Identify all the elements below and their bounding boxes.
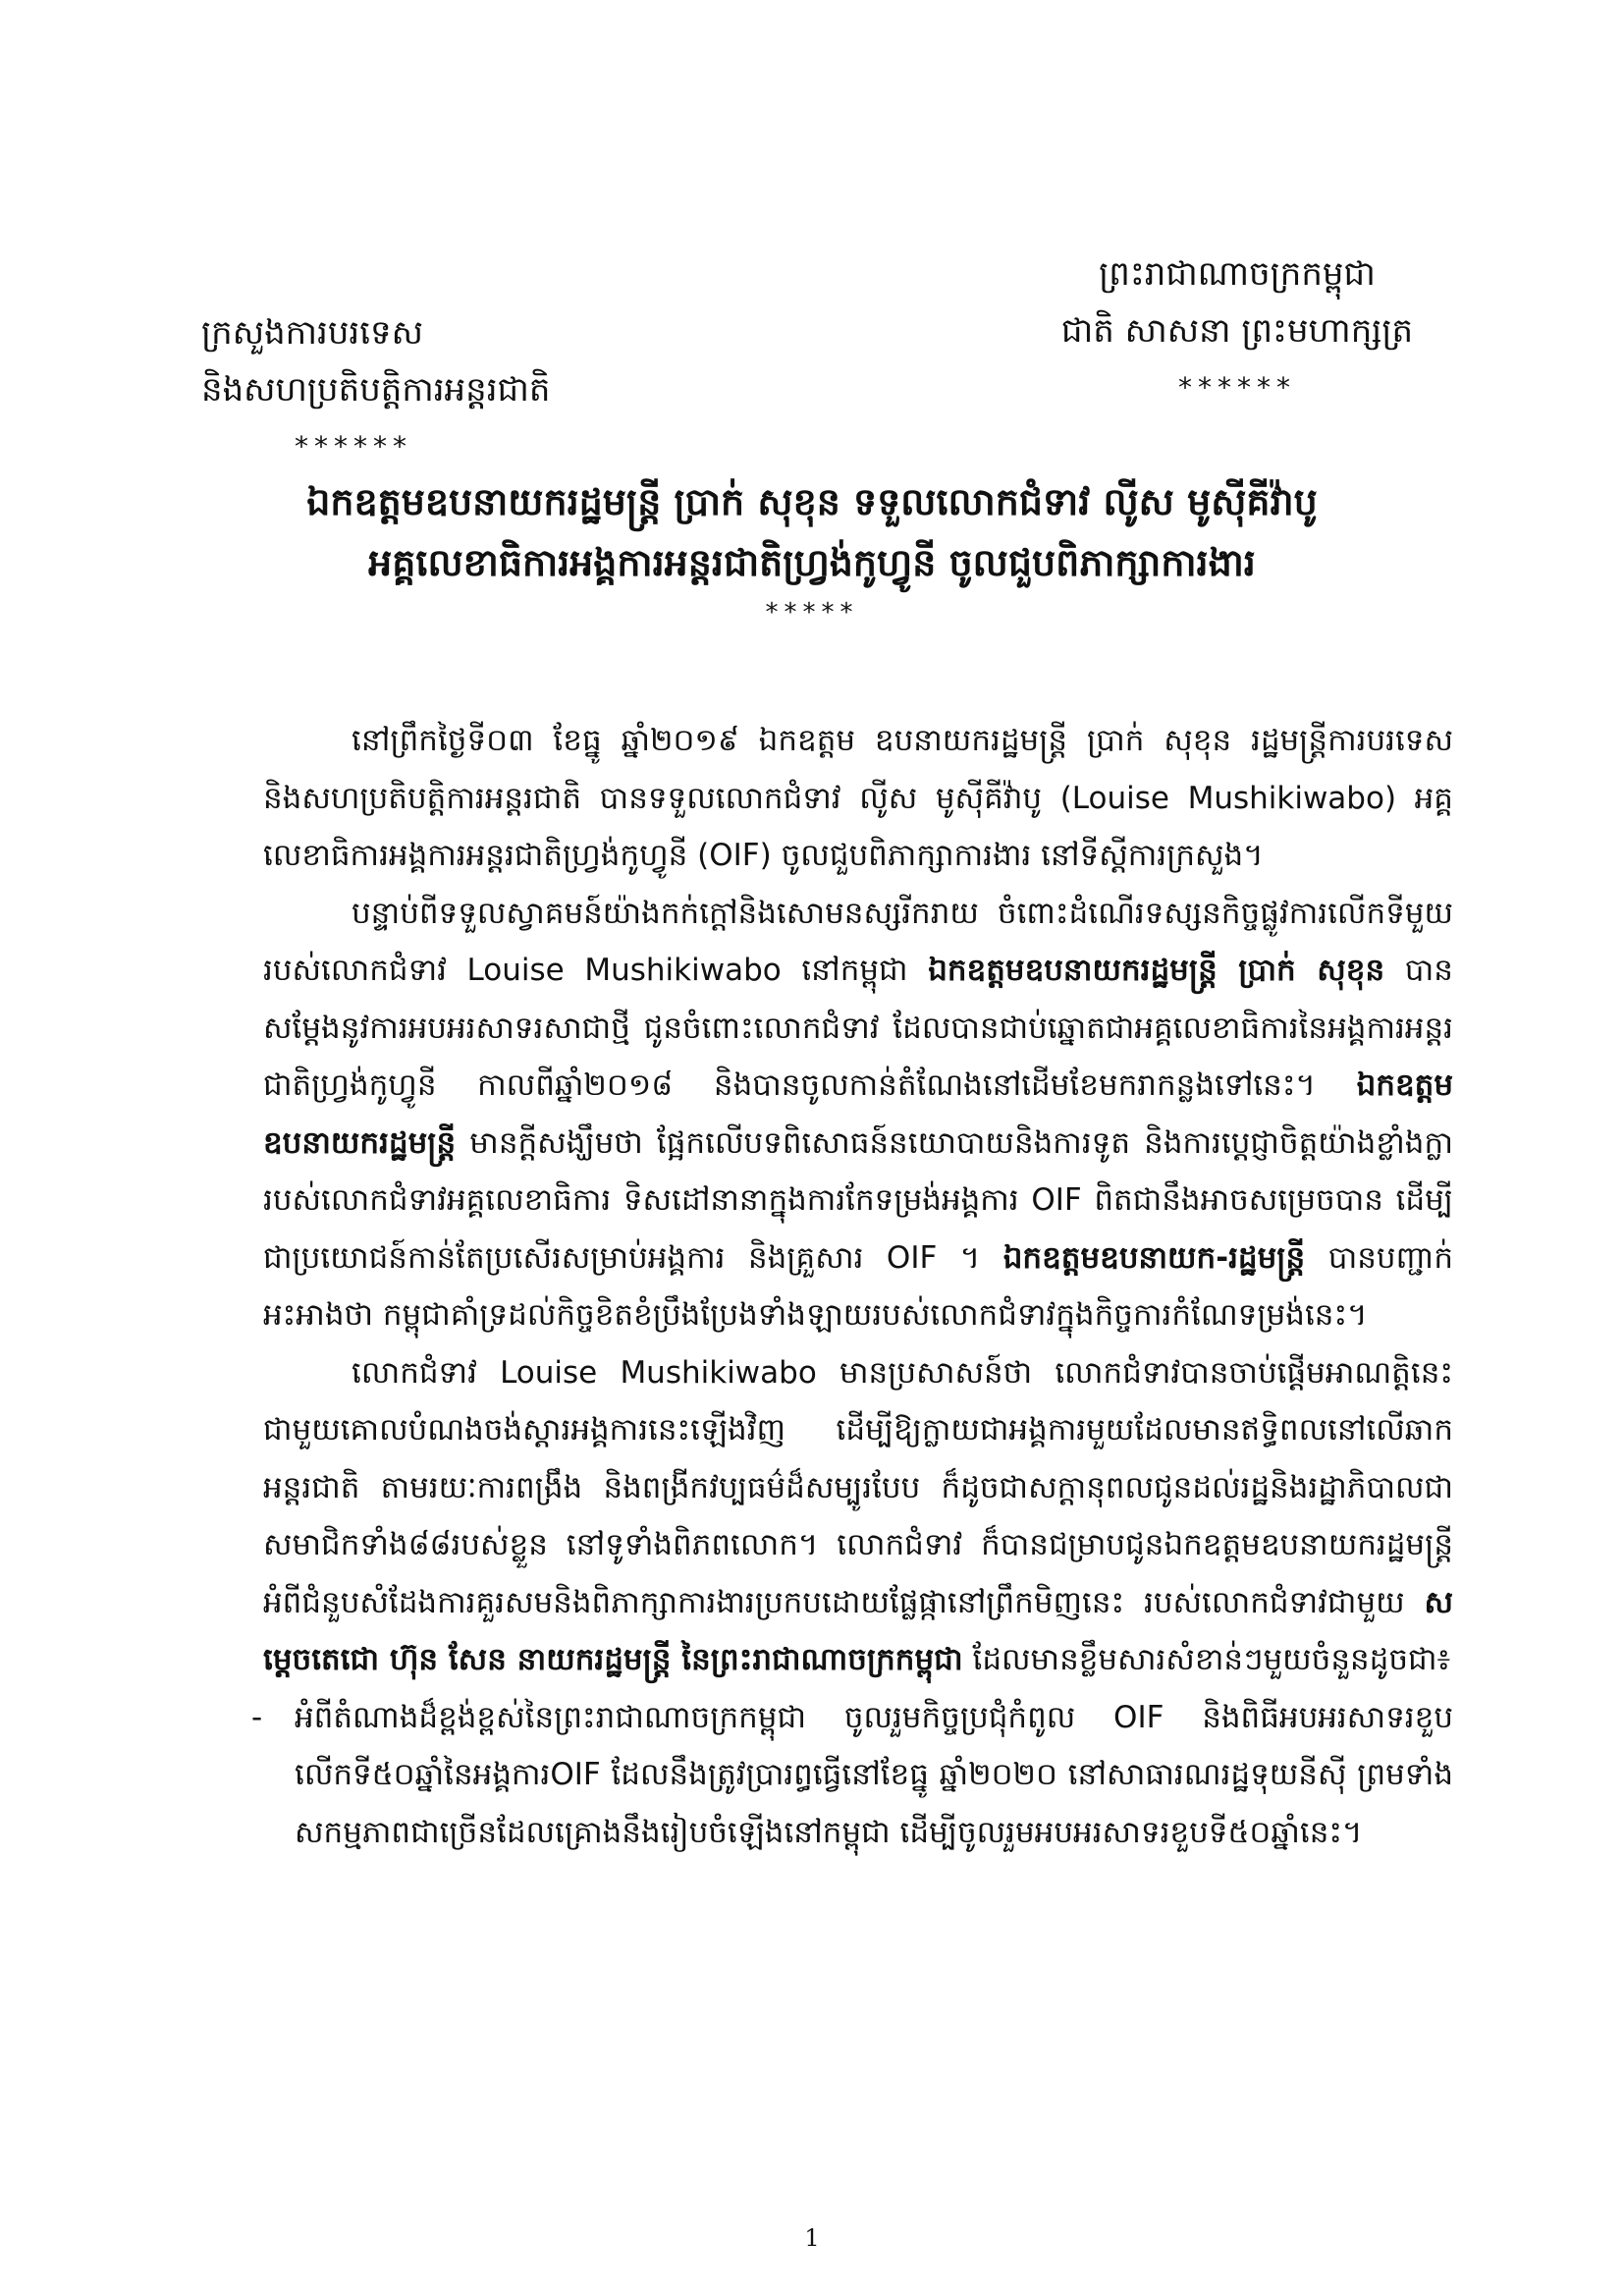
- paragraph-2-bold: ឯកឧត្តមឧបនាយករដ្ឋមន្ត្រី ប្រាក់ សុខុន: [928, 953, 1385, 988]
- kingdom-header: [1021, 246, 1453, 416]
- paragraph-2: [263, 885, 1453, 1344]
- paragraph-1: [263, 712, 1453, 885]
- paragraph-2-text: បន្ទាប់ពីទទួលស្វាគមន៍យ៉ាងកក់ក្តៅនិងសោមនស្សរីករាយ ចំពោះដំណើរទស្សនកិច្ចផ្លូវការលើកទីមួយរបស់លោកជំទាវ Louise Mushikiwabo នៅកម្ពុជា: [263, 895, 1453, 988]
- header-right-stars: ******: [1178, 371, 1296, 404]
- paragraph-3-text: ដែលមានខ្លឹមសារសំខាន់ៗមួយចំនួនដូចជា៖: [962, 1642, 1451, 1677]
- ministry-name-line2: និងសហប្រតិបត្តិការអន្តរជាតិ: [201, 370, 551, 410]
- document-title: [147, 471, 1477, 632]
- national-motto: ជាតិ សាសនា ព្រះមហាក្សត្រ: [1060, 311, 1414, 351]
- paragraph-3-bold: សម្តេចតេជោ ហ៊ុន សែន នាយករដ្ឋមន្ត្រី នៃព្រះរាជាណាចក្រកម្ពុជា: [263, 1584, 1453, 1677]
- paragraph-1-text: នៅព្រឹកថ្ងៃទី០៣ ខែធ្នូ ឆ្នាំ២០១៩ ឯកឧត្តម ឧបនាយករដ្ឋមន្ត្រី ប្រាក់ សុខុន រដ្ឋមន្ត្រីការបរទេស និងសហប្រតិបត្តិការអន្តរជាតិ បានទទួលលោកជំទាវ លូីស មូស៊ីគីវ៉ាបូ (Louise Mushikiwabo) អគ្គលេខាធិការអង្គការអន្តរជាតិហ្វ្រង់កូហ្វូនី (OIF) ចូលជួបពិភាក្សាការងារ នៅទីស្តីការក្រសួង។: [263, 723, 1453, 873]
- header-left-stars: ******: [295, 430, 412, 463]
- bullet-text: អំពីតំណាងដ៏ខ្ពង់ខ្ពស់នៃព្រះរាជាណាចក្រកម្ពុជា ចូលរួមកិច្ចប្រជុំកំពូល OIF និងពិធីអបអរសាទរខួបលើកទី៥០ឆ្នាំនៃអង្គការOIF ដែលនឹងត្រូវប្រារព្ធធ្វើនៅខែធ្នូ ឆ្នាំ២០២០ នៅសាធារណរដ្ឋទុយនីស៊ី ព្រមទាំងសកម្មភាពជាច្រើនដែលគ្រោងនឹងរៀបចំឡើងនៅកម្ពុជា ដើម្បីចូលរួមអបអរសាទរខួបទី៥០ឆ្នាំនេះ។: [295, 1699, 1453, 1850]
- paragraph-2-text: មានក្តីសង្ឃឹមថា ផ្អែកលើបទពិសោធន៍នយោបាយនិងការទូត និងការប្តេជ្ញាចិត្តយ៉ាងខ្លាំងក្លារបស់លោកជំទាវអគ្គលេខាធិការ ទិសដៅនានាក្នុងការកែទម្រង់អង្គការ OIF ពិតជានឹងអាចសម្រេចបាន ដើម្បីជាប្រយោជន៍កាន់តែប្រសើរសម្រាប់អង្គការ និងគ្រួសារ OIF ។: [263, 1124, 1453, 1276]
- ministry-name-line1: ក្រសួងការបរទេស: [201, 313, 423, 353]
- paragraph-2-text: បានបញ្ជាក់អះអាងថា កម្ពុជាគាំទ្រដល់កិច្ចខិតខំប្រឹងប្រែងទាំងឡាយរបស់លោកជំទាវក្នុងកិច្ចការកំណែទម្រង់នេះ។: [263, 1239, 1453, 1333]
- kingdom-name: ព្រះរាជាណាចក្រកម្ពុជា: [1099, 254, 1376, 294]
- paragraph-2-bold: ឯកឧត្តមឧបនាយក-រដ្ឋមន្ត្រី: [1002, 1239, 1306, 1276]
- title-line2: អគ្គលេខាធិការអង្គការអន្តរជាតិហ្វ្រង់កូហ្វូនី ចូលជួបពិភាក្សាការងារ: [368, 541, 1256, 584]
- paragraph-2-text: បានសម្តែងនូវការអបអរសាទរសាជាថ្មី ជូនចំពោះលោកជំទាវ ដែលបានជាប់ឆ្នោតជាអគ្គលេខាធិការនៃអង្គការអន្តរជាតិហ្វ្រង់កូហ្វូនី កាលពីឆ្នាំ២០១៨ និងបានចូលកាន់តំណែងនៅដើមខែមករាកន្លងទៅនេះ។: [263, 953, 1453, 1103]
- paragraph-2-bold: ឯកឧត្តមឧបនាយករដ្ឋមន្ត្រី: [263, 1067, 1453, 1161]
- title-stars: *****: [765, 598, 859, 628]
- title-line1: ឯកឧត្តមឧបនាយករដ្ឋមន្ត្រី ប្រាក់ សុខុន ទទួលលោកជំទាវ លូីស មូស៊ីគីវ៉ាបូ: [306, 480, 1318, 523]
- ministry-header: [201, 304, 623, 475]
- document-body: [251, 712, 1453, 1861]
- paragraph-3-text: លោកជំទាវ Louise Mushikiwabo មានប្រសាសន៍ថា លោកជំទាវបានចាប់ផ្តើមអាណត្តិនេះជាមួយគោលបំណងចង់ស្តារអង្គការនេះឡើងវិញ ដើម្បីឱ្យក្លាយជាអង្គការមួយដែលមានឥទ្ធិពលនៅលើឆាកអន្តរជាតិ តាមរយៈការពង្រឹង និងពង្រីកវប្បធម៌ដ៏សម្បូរបែប ក៏ដូចជាសក្តានុពលជូនដល់រដ្ឋនិងរដ្ឋាភិបាលជាសមាជិកទាំង៨៨របស់ខ្លួន នៅទូទាំងពិភពលោក។ លោកជំទាវ ក៏បានជម្រាបជូនឯកឧត្តមឧបនាយករដ្ឋមន្ត្រី អំពីជំនួបសំដែងការគួរសមនិងពិភាក្សាការងារប្រកបដោយផ្លែផ្កានៅព្រឹកមិញនេះ របស់លោកជំទាវជាមួយ: [263, 1354, 1453, 1620]
- page-number: 1: [804, 2224, 820, 2252]
- bullet-item: [251, 1689, 1453, 1862]
- bullet-dash: -: [251, 1699, 263, 1735]
- paragraph-3: [263, 1344, 1453, 1689]
